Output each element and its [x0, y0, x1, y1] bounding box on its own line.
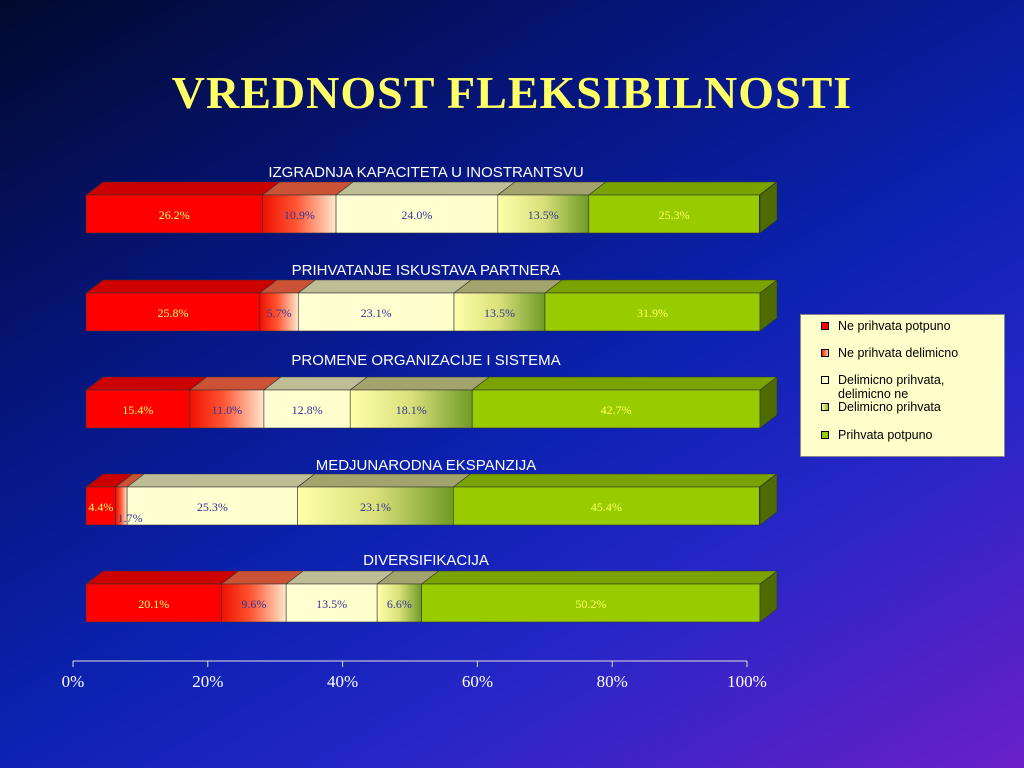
bar-segment-top — [264, 377, 367, 390]
legend-swatch-delimicno-prihvata-delimicno-ne — [821, 376, 829, 384]
bar-group — [86, 352, 777, 428]
data-label: 31.9% — [636, 306, 668, 320]
legend-swatch-delimicno-prihvata — [821, 403, 829, 411]
data-label: 25.8% — [157, 306, 189, 320]
bar-segment-top — [472, 377, 777, 390]
bar-segment-top — [86, 377, 207, 390]
bar-title: PROMENE ORGANIZACIJE I SISTEMA — [291, 352, 561, 369]
data-label: 23.1% — [359, 500, 391, 514]
data-label: 23.1% — [360, 306, 392, 320]
legend-label: Delimicno prihvata — [838, 400, 941, 414]
legend-swatch-prihvata-potpuno — [821, 431, 829, 439]
bar-segment-top — [350, 377, 489, 390]
data-label: 24.0% — [401, 208, 433, 222]
bar-title: MEDJUNARODNA EKSPANZIJA — [315, 457, 537, 474]
legend-swatch-ne-prihvata-delimicno — [821, 349, 829, 357]
bar-group — [86, 164, 777, 233]
data-label: 4.4% — [88, 500, 114, 514]
data-label: 25.3% — [196, 500, 228, 514]
bar-segment-top — [286, 571, 394, 584]
data-label: 15.4% — [122, 403, 154, 417]
x-tick-label: 20% — [192, 672, 224, 691]
x-tick-label: 60% — [461, 672, 493, 691]
bar-segment-top — [422, 571, 777, 584]
legend-label: Ne prihvata delimicno — [838, 346, 959, 360]
data-label: 13.5% — [527, 208, 559, 222]
data-label: 45.4% — [590, 500, 622, 514]
bar-segment-top — [86, 280, 277, 293]
bar-segment-top — [453, 474, 776, 487]
legend-label: Prihvata potpuno — [838, 428, 933, 442]
data-label: 6.6% — [386, 597, 412, 611]
bar-segment-top — [86, 571, 238, 584]
bar-segment-top — [86, 182, 280, 195]
x-tick-label: 0% — [61, 672, 85, 691]
chart-legend — [800, 314, 1005, 457]
data-label: 10.9% — [283, 208, 315, 222]
legend-label: Delimicno prihvata, delimicno ne — [838, 373, 945, 401]
data-label: 42.7% — [600, 403, 632, 417]
slide-title: VREDNOST FLEKSIBILNOSTI — [171, 67, 853, 118]
bar-segment-top — [336, 182, 515, 195]
bar-segment-top — [127, 474, 315, 487]
legend-swatch-ne-prihvata-potpuno — [821, 322, 829, 330]
data-label: 9.6% — [241, 597, 267, 611]
bar-group — [86, 552, 777, 622]
data-label: 1.7% — [117, 511, 143, 525]
data-label: 13.5% — [316, 597, 348, 611]
bar-segment-top — [498, 182, 606, 195]
x-tick-label: 80% — [596, 672, 628, 691]
legend-label: Ne prihvata potpuno — [838, 319, 951, 333]
data-label: 20.1% — [138, 597, 170, 611]
x-tick-label: 40% — [327, 672, 359, 691]
data-label: 11.0% — [211, 403, 243, 417]
x-tick-label: 100% — [727, 672, 767, 691]
bar-group — [86, 262, 777, 331]
bar-group — [86, 457, 777, 525]
data-label: 12.8% — [291, 403, 323, 417]
data-label: 18.1% — [395, 403, 427, 417]
bar-title: DIVERSIFIKACIJA — [363, 552, 489, 569]
bar-segment-top — [298, 280, 471, 293]
bar-segment-top — [545, 280, 777, 293]
data-label: 25.3% — [658, 208, 690, 222]
bar-segment-top — [454, 280, 562, 293]
bar-segment-top — [298, 474, 471, 487]
data-label: 5.7% — [266, 306, 292, 320]
bar-title: PRIHVATANJE ISKUSTAVA PARTNERA — [291, 262, 561, 279]
bar-title: IZGRADNJA KAPACITETA U INOSTRANTSVU — [268, 164, 584, 181]
bar-segment-top — [589, 182, 777, 195]
data-label: 50.2% — [575, 597, 607, 611]
data-label: 13.5% — [483, 306, 515, 320]
data-label: 26.2% — [158, 208, 190, 222]
